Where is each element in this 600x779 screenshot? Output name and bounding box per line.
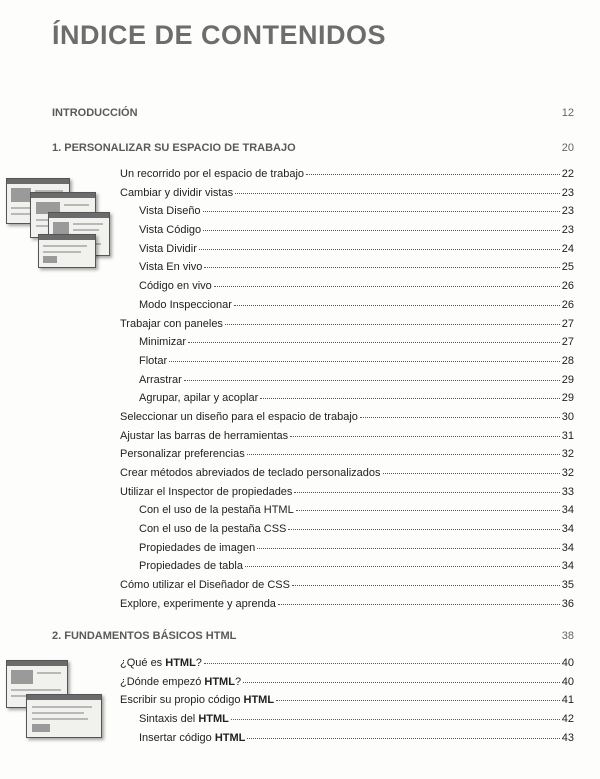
toc-entry[interactable]: Cómo utilizar el Diseñador de CSS 35 bbox=[120, 579, 574, 592]
toc-subentry[interactable]: Propiedades de tabla 34 bbox=[139, 560, 574, 573]
toc-entry[interactable]: Utilizar el Inspector de propiedades 33 bbox=[120, 485, 574, 498]
toc-entry[interactable]: ¿Qué es HTML? 40 bbox=[120, 657, 574, 669]
toc-entry[interactable]: ¿Dónde empezó HTML? 40 bbox=[120, 675, 574, 688]
section-label: 2. FUNDAMENTOS BÁSICOS HTML bbox=[52, 630, 237, 642]
toc-subentry[interactable]: Código en vivo 26 bbox=[139, 280, 574, 293]
toc-subentry[interactable]: Insertar código HTML 43 bbox=[139, 731, 574, 744]
section-chapter-1 bbox=[52, 142, 574, 154]
section-page: 38 bbox=[561, 630, 574, 642]
toc-subentry[interactable]: Arrastrar 29 bbox=[139, 373, 574, 386]
toc-entry[interactable]: Crear métodos abreviados de teclado personalizados 32 bbox=[120, 467, 574, 479]
toc-subentry[interactable]: Vista Dividir 24 bbox=[139, 242, 574, 255]
toc-subentry[interactable]: Flotar 28 bbox=[139, 354, 574, 367]
toc-subentry[interactable]: Minimizar 27 bbox=[139, 336, 574, 349]
chapter-1-entries bbox=[120, 168, 574, 617]
toc-subentry[interactable]: Vista En vivo 25 bbox=[139, 261, 574, 274]
section-label: INTRODUCCIÓN bbox=[52, 107, 138, 119]
toc-entry[interactable]: Explore, experimente y aprenda 36 bbox=[120, 597, 574, 610]
chapter-2-entries bbox=[120, 657, 574, 750]
toc-entry[interactable]: Seleccionar un diseño para el espacio de trabajo 30 bbox=[120, 410, 574, 423]
thumbnail-image bbox=[38, 234, 96, 268]
toc-subentry[interactable]: Vista Código 23 bbox=[139, 224, 574, 237]
page-title: ÍNDICE DE CONTENIDOS bbox=[52, 20, 387, 50]
thumbnail-image bbox=[26, 694, 102, 738]
toc-subentry[interactable]: Sintaxis del HTML 42 bbox=[139, 713, 574, 726]
toc-subentry[interactable]: Con el uso de la pestaña HTML 34 bbox=[139, 504, 574, 517]
toc-subentry[interactable]: Propiedades de imagen 34 bbox=[139, 541, 574, 554]
toc-entry[interactable]: Personalizar preferencias 32 bbox=[120, 448, 574, 461]
toc-entry[interactable]: Trabajar con paneles 27 bbox=[120, 317, 574, 330]
section-introduccion bbox=[52, 107, 574, 119]
toc-subentry[interactable]: Agrupar, apilar y acoplar 29 bbox=[139, 392, 574, 405]
toc-subentry[interactable]: Vista Diseño 23 bbox=[139, 205, 574, 218]
toc-entry[interactable]: Escribir su propio código HTML 41 bbox=[120, 694, 574, 707]
toc-subentry[interactable]: Con el uso de la pestaña CSS 34 bbox=[139, 523, 574, 536]
toc-subentry[interactable]: Modo Inspeccionar 26 bbox=[139, 298, 574, 311]
toc-entry[interactable]: Cambiar y dividir vistas 23 bbox=[120, 186, 574, 199]
section-chapter-2 bbox=[52, 630, 574, 642]
toc-entry[interactable]: Un recorrido por el espacio de trabajo 22 bbox=[120, 168, 574, 180]
section-page: 12 bbox=[561, 107, 574, 119]
toc-entry[interactable]: Ajustar las barras de herramientas 31 bbox=[120, 429, 574, 442]
section-page: 20 bbox=[561, 142, 574, 154]
section-label: 1. PERSONALIZAR SU ESPACIO DE TRABAJO bbox=[52, 142, 296, 154]
